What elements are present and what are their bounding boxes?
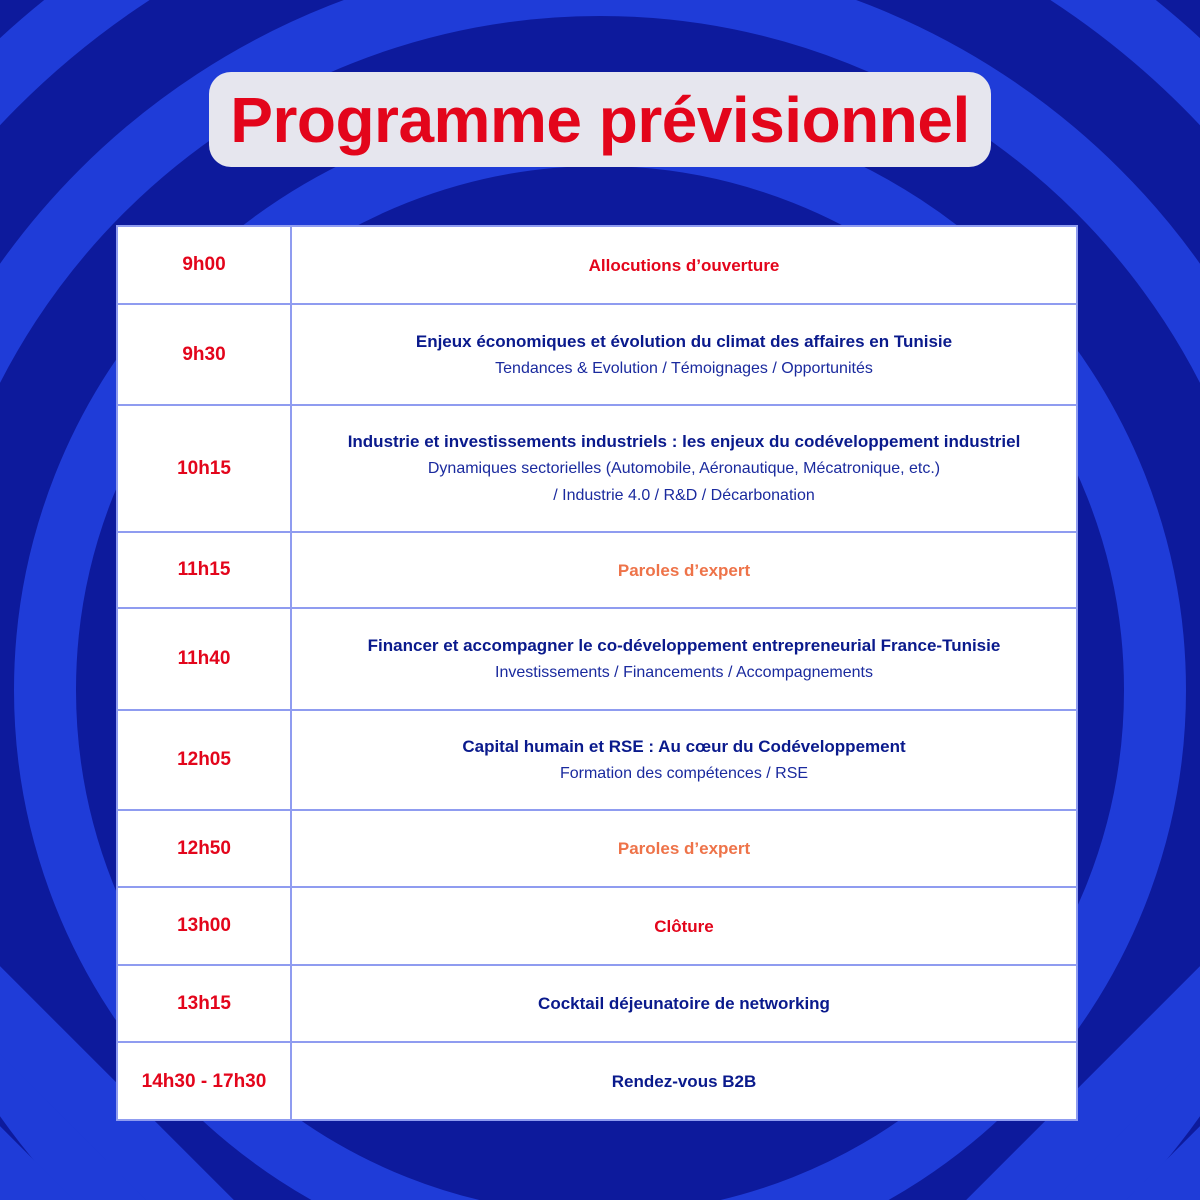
session-time: 13h00 [177,915,231,936]
session-cell [292,1043,1076,1120]
session-time: 13h15 [177,992,231,1014]
schedule-table [116,225,1078,1121]
time-cell [118,1043,292,1120]
page-title: Programme prévisionnel [230,83,970,156]
time-cell [118,811,292,888]
session-subtitle: / Industrie 4.0 / R&D / Décarbonation [553,487,815,504]
session-time: 10h15 [177,457,231,479]
session-subtitle: Formation des compétences / RSE [559,765,809,782]
time-cell [118,966,292,1043]
time-cell [118,533,292,609]
session-cell [292,811,1076,888]
session-time: 11h40 [177,648,231,669]
session-subtitle: Investissements / Financements / Accompagnements [495,664,873,681]
title-banner [209,72,991,167]
session-cell [292,533,1076,609]
session-time: 9h30 [182,343,226,365]
session-time: 11h15 [177,559,231,580]
session-time: 14h30 - 17h30 [141,1070,267,1092]
session-title: Rendez-vous B2B [611,1072,757,1091]
session-time: 12h05 [177,749,231,770]
session-title: Allocutions d’ouverture [588,255,780,275]
session-cell [292,711,1076,811]
session-cell [292,305,1076,406]
session-title: Cocktail déjeunatoire de networking [538,994,830,1013]
session-cell [292,406,1076,533]
session-subtitle: Tendances & Evolution / Témoignages / Opportunités [495,359,873,377]
session-title: Paroles d’expert [617,839,751,858]
session-title: Enjeux économiques et évolution du climat des affaires en Tunisie [415,331,953,351]
session-title: Industrie et investissements industriels : les enjeux du codéveloppement industriel [347,432,1021,451]
session-cell [292,609,1076,711]
session-title: Financer et accompagner le co-développement entrepreneurial France-Tunisie [367,636,1001,655]
session-time: 9h00 [182,254,226,275]
time-cell [118,227,292,305]
session-title: Clôture [654,916,714,936]
session-cell [292,227,1076,305]
time-cell [118,711,292,811]
session-title: Paroles d’expert [617,560,751,580]
session-title: Capital humain et RSE : Au cœur du Codéveloppement [462,737,906,756]
session-time: 12h50 [177,837,231,859]
time-cell [118,609,292,711]
time-cell [118,888,292,966]
time-cell [118,406,292,533]
session-cell [292,966,1076,1043]
session-cell [292,888,1076,966]
session-subtitle: Dynamiques sectorielles (Automobile, Aéronautique, Mécatronique, etc.) [427,460,941,477]
time-cell [118,305,292,406]
